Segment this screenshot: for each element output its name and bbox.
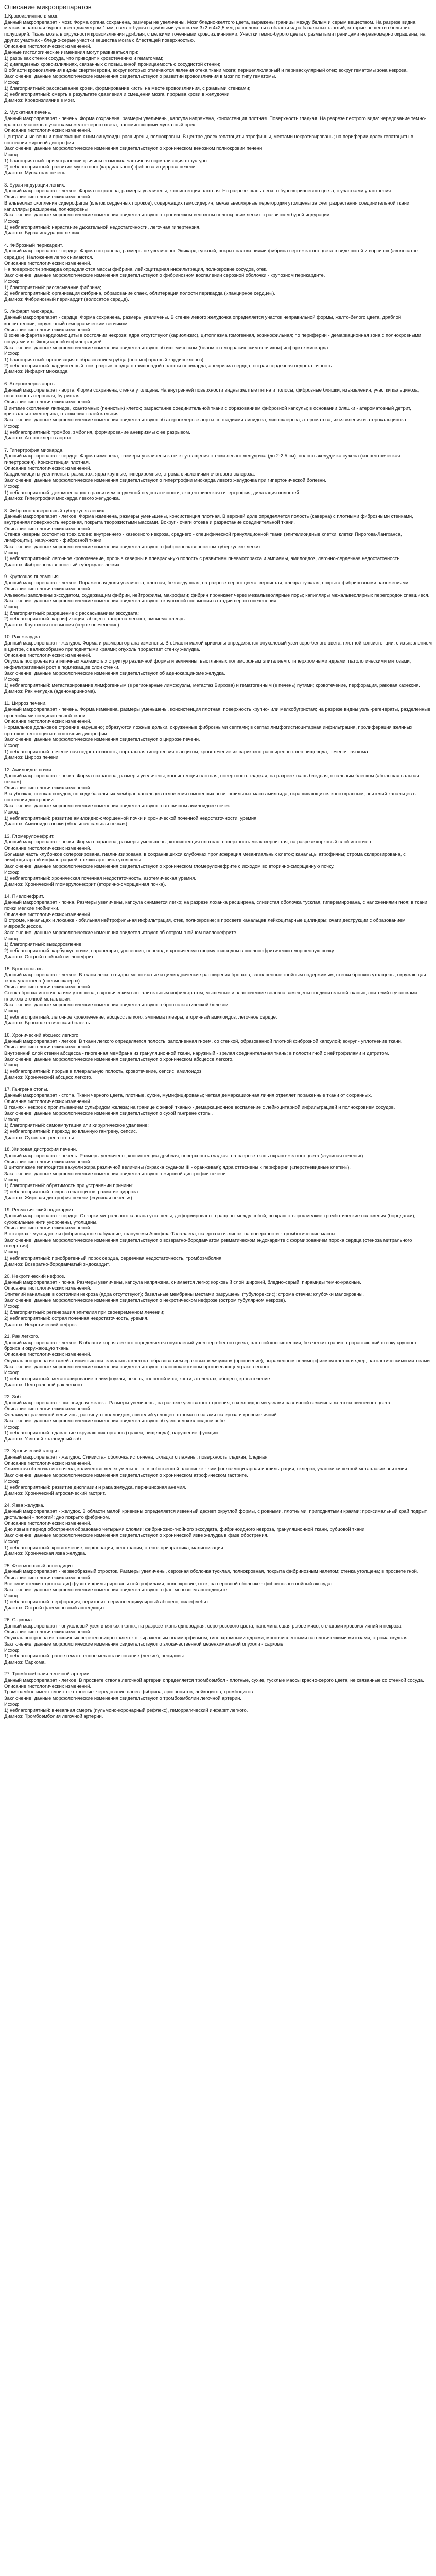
page-title: Описание микропрепаратов <box>4 3 92 11</box>
document-body: 1.Кровоизлияние в мозг. Данный макропрепарат - мозг. Форма органа сохранена, размеры не увеличены. Мозг бледно-желтого цвета, выражены границы между белым и серым веществом. На разрезе видна мелкая зональная бурого цвета диаметром 1 мм, светло-бурая с дряблыми участками 3х2 и 4х2,5 мм, расположены в области ядра базальных ганглий, которые вещество больших полушарий. Ткань мозга в окружности кровоизлияния дряблая, с мелкими точечными кровоизлияниями. Участки темно-бурого цвета с размытыми границами неравномерно окрашены, на других участках - бледно-серые участки вещества мозга с блестящей поверхностью. Описание гистологических изменений. Данные гистологические изменения могут развиваться при: 1) разрывах стенки сосуда, что приводит к кровотечению и гематомам; 2) диапедезных кровоизлияниях, связанных с повышенной проницаемостью сосудистой стенки; В области кровоизлияния видны свертки крови, вокруг которых отмечаются явления отека ткани мозга; перицеллюлярный и периваскулярный отек; вокруг гематомы зона некроза. Заключение: данные морфологические изменения свидетельствуют о развитии кровоизлияния в мозг по типу гематомы. Исход: 1) благоприятный: рассасывание крови, формирование кисты на месте кровоизлияния, с ржавыми стенками; 2) неблагоприятный: смерть в результате сдавления и смещения мозга, прорыва крови в желудочки. Диагноз: Кровоизлияние в мозг. 2. Мускатная печень. Данный макропрепарат - печень. Форма сохранена, размеры увеличены, капсула напряжена, консистенция плотная. Поверхность гладкая. На разрезе пестрого вида: чередование темно-красных участков с участками желто-серого цвета, напоминающими мускатный орех. Описание гистологических изменений. Центральные вены и прилежащие к ним синусоиды расширены, полнокровны. В центре долек гепатоциты атрофичны, местами некротизированы; на периферии долек гепатоциты в состоянии жировой дистрофии. Заключение: данные морфологические изменения свидетельствуют о хроническом венозном полнокровии печени. Исход: 1) благоприятный: при устранении причины возможна частичная нормализация структуры; 2) неблагоприятный: развитие мускатного (кардиального) фиброза и цирроза печени. Диагноз: Мускатная печень. 3. Бурая индурация легких. Данный макропрепарат - легкое. Форма сохранена, размеры увеличены, консистенция плотная. На разрезе ткань легкого буро-коричневого цвета, с участками уплотнения. Описание гистологических изменений. В альвеолах скопления сидерофагов (клеток сердечных пороков), содержащих гемосидерин; межальвеолярные перегородки утолщены за счет разрастания соединительной ткани; капилляры расширены, полнокровны. Заключение: данные морфологические изменения свидетельствуют о хроническом венозном полнокровии легких с развитием бурой индурации. Исход: 1) неблагоприятный: нарастание дыхательной недостаточности, легочная гипертензия. Диагноз: Бурая индурация легких. 4. Фиброзный перикардит. Данный макропрепарат - сердце. Форма сохранена, размеры не увеличены. Эпикард тусклый, покрыт наложениями фибрина серо-желтого цвета в виде нитей и ворсинок («волосатое сердце»). Наложения легко снимаются. Описание гистологических изменений. На поверхности эпикарда определяются массы фибрина, лейкоцитарная инфильтрация, полнокровие сосудов, отек. Заключение: данные морфологические изменения свидетельствуют о фибринозном воспалении серозной оболочки - крупозном перикардите. Исход: 1) благоприятный: рассасывание фибрина; 2) неблагоприятный: организация фибрина, образование спаек, облитерация полости перикарда («панцирное сердце»). Диагноз: Фибринозный перикардит (волосатое сердце). 5. Инфаркт миокарда. Данный макропрепарат - сердце. Форма сохранена, размеры увеличены. В стенке левого желудочка определяется участок неправильной формы, желто-белого цвета, дряблой консистенции, окруженный геморрагическим венчиком. Описание гистологических изменений. В зоне инфаркта кардиомиоциты в состоянии некроза: ядра отсутствуют (кариолизис), цитоплазма гомогенная, эозинофильная; по периферии - демаркационная зона с полнокровными сосудами и лейкоцитарной инфильтрацией. Заключение: данные морфологические изменения свидетельствуют об ишемическом (белом с геморрагическим венчиком) инфаркте миокарда. Исход: 1) благоприятный: организация с образованием рубца (постинфарктный кардиосклероз); 2) неблагоприятный: кардиогенный шок, разрыв сердца с тампонадой полости перикарда, аневризма сердца, острая сердечная недостаточность. Диагноз: Инфаркт миокарда. 6. Атеросклероз аорты. Данный макропрепарат - аорта. Форма сохранена, стенка утолщена. На внутренней поверхности видны желтые пятна и полосы, фиброзные бляшки, изъязвления, участки кальциноза; поверхность неровная, бугристая. Описание гистологических изменений. В интиме скопления липидов, ксантомных (пенистых) клеток; разрастание соединительной ткани с образованием фиброзной капсулы; в основании бляшки - атероматозный детрит, кристаллы холестерина, отложения солей кальция. Заключение: данные морфологические изменения свидетельствуют об атеросклерозе аорты со стадиями липидоза, липосклероза, атероматоза, изъязвления и атерокальциноза. Исход: 1) неблагоприятный: тромбоз, эмболия, формирование аневризмы с ее разрывом. Диагноз: Атеросклероз аорты. 7. Гипертрофия миокарда. Данный макропрепарат - сердце. Форма изменена, размеры увеличены за счет утолщения стенки левого желудочка (до 2-2,5 см), полость желудочка сужена (концентрическая гипертрофия). Консистенция плотная. Описание гистологических изменений. Кардиомиоциты увеличены в размерах, ядра крупные, гиперхромные; строма с явлениями очагового склероза. Заключение: данные морфологические изменения свидетельствуют о гипертрофии миокарда левого желудочка при гипертонической болезни. Исход: 1) неблагоприятный: декомпенсация с развитием сердечной недостаточности, эксцентрическая гипертрофия, дилатация полостей. Диагноз: Гипертрофия миокарда левого желудочка. 8. Фиброзно-кавернозный туберкулез легких. Данный макропрепарат - легкое. Форма изменена, размеры уменьшены, консистенция плотная. В верхней доле определяется полость (каверна) с плотными фиброзными стенками, внутренняя поверхность неровная, покрыта творожистыми массами. Вокруг - очаги отсева и разрастание соединительной ткани. Описание гистологических изменений. Стенка каверны состоит из трех слоев: внутреннего - казеозного некроза, среднего - специфической грануляционной ткани (эпителиоидные клетки, клетки Пирогова-Лангханса, лимфоциты), наружного - фиброзной ткани. Заключение: данные морфологические изменения свидетельствуют о фиброзно-кавернозном туберкулезе легких. Исход: 1) неблагоприятный: легочное кровотечение, прорыв каверны в плевральную полость с развитием пневмоторакса и эмпиемы, амилоидоз, легочно-сердечная недостаточность. Диагноз: Фиброзно-кавернозный туберкулез легких. 9. Крупозная пневмония. Данный макропрепарат - легкое. Пораженная доля увеличена, плотная, безвоздушная, на разрезе серого цвета, зернистая; плевра тусклая, покрыта фибринозными наложениями. Описание гистологических изменений. Альвеолы заполнены экссудатом, содержащим фибрин, нейтрофилы, макрофаги; фибрин проникает через межальвеолярные поры; капилляры межальвеолярных перегородок спавшиеся. Заключение: данные морфологические изменения свидетельствуют о крупозной пневмонии в стадии серого опеченения. Исход: 1) благоприятный: разрешение с рассасыванием экссудата; 2) неблагоприятный: карнификация, абсцесс, гангрена легкого, эмпиема плевры. Диагноз: Крупозная пневмония (серое опеченение). 10. Рак желудка. Данный макропрепарат - желудок. Форма и размеры органа изменены. В области малой кривизны определяется опухолевый узел серо-белого цвета, плотной консистенции, с изъязвлением в центре, с валикообразно приподнятыми краями; опухоль прорастает стенку желудка. Описание гистологических изменений. Опухоль построена из атипичных железистых структур различной формы и величины, выстланных полиморфным эпителием с гиперхромными ядрами, патологическими митозами; инфильтративный рост в подлежащие слои стенки. Заключение: данные морфологические изменения свидетельствуют об аденокарциноме желудка. Исход: 1) неблагоприятный: метастазирование лимфогенным (в регионарные лимфоузлы, метастаз Вирхова) и гематогенным (в печень) путями; кровотечение, перфорация, раковая кахексия. Диагноз: Рак желудка (аденокарцинома). 11. Цирроз печени. Данный макропрепарат - печень. Форма изменена, размеры уменьшены, консистенция плотная; поверхность крупно- или мелкобугристая; на разрезе видны узлы-регенераты, разделенные прослойками соединительной ткани. Описание гистологических изменений. Нормальное дольковое строение нарушено; образуются ложные дольки, окруженные фиброзными септами; в септах лимфогистиоцитарная инфильтрация, пролиферация желчных протоков; гепатоциты в состоянии дистрофии. Заключение: данные морфологические изменения свидетельствуют о циррозе печени. Исход: 1) неблагоприятный: печеночная недостаточность, портальная гипертензия с асцитом, кровотечение из варикозно расширенных вен пищевода, печеночная кома. Диагноз: Цирроз печени. 12. Амилоидоз почки. Данный макропрепарат - почка. Форма сохранена, размеры увеличены, консистенция плотная; поверхность гладкая; на разрезе ткань бледная, с сальным блеском («большая сальная почка»). Описание гистологических изменений. В клубочках, стенках сосудов, по ходу базальных мембран канальцев отложения гомогенных эозинофильных масс амилоида, окрашивающихся конго красным; эпителий канальцев в состоянии дистрофии. Заключение: данные морфологические изменения свидетельствуют о вторичном амилоидозе почек. Исход: 1) неблагоприятный: развитие амилоидно-сморщенной почки и хронической почечной недостаточности, уремия. Диагноз: Амилоидоз почки («большая сальная почка»). 13. Гломерулонефрит. Данный макропрепарат - почки. Форма сохранена, размеры уменьшены, консистенция плотная, поверхность мелкозернистая; на разрезе корковый слой истончен. Описание гистологических изменений. Большая часть клубочков склерозирована, гиалинизирована; в сохранившихся клубочках пролиферация мезангиальных клеток; канальцы атрофичны; строма склерозирована, с лимфоцитарной инфильтрацией; стенки артериол утолщены. Заключение: данные морфологические изменения свидетельствуют о хроническом гломерулонефрите с исходом во вторично-сморщенную почку. Исход: 1) неблагоприятный: хроническая почечная недостаточность, азотемическая уремия. Диагноз: Хронический гломерулонефрит (вторично-сморщенная почка). 14. Пиелонефрит. Данный макропрепарат - почка. Размеры увеличены, капсула снимается легко; на разрезе лоханка расширена, слизистая оболочка тусклая, гиперемирована, с наложениями гноя; в ткани почки мелкие гнойнички. Описание гистологических изменений. В строме, канальцах и лоханке - обильная нейтрофильная инфильтрация, отек, полнокровие; в просвете канальцев лейкоцитарные цилиндры; очаги деструкции с образованием микроабсцессов. Заключение: данные морфологические изменения свидетельствуют об остром гнойном пиелонефрите. Исход: 1) благоприятный: выздоровление; 2) неблагоприятный: карбункул почки, паранефрит, уросепсис, переход в хроническую форму с исходом в пиелонефритически сморщенную почку. Диагноз: Острый гнойный пиелонефрит. 15. Бронхоэктазы. Данный макропрепарат - легкое. В ткани легкого видны мешотчатые и цилиндрические расширения бронхов, заполненные гнойным содержимым; стенки бронхов утолщены; окружающая ткань уплотнена (пневмосклероз). Описание гистологических изменений. Стенка бронха истончена или утолщена, с хроническим воспалительным инфильтратом; мышечные и эластические волокна замещены соединительной тканью; эпителий с участками плоскоклеточной метаплазии. Заключение: данные морфологические изменения свидетельствуют о бронхоэктатической болезни. Исход: 1) неблагоприятный: легочное кровотечение, абсцесс легкого, эмпиема плевры, вторичный амилоидоз, легочное сердце. Диагноз: Бронхоэктатическая болезнь. 16. Хронический абсцесс легкого. Данный макропрепарат - легкое. В ткани легкого определяется полость, заполненная гноем, со стенкой, образованной плотной фиброзной капсулой; вокруг - уплотнение ткани. Описание гистологических изменений. Внутренний слой стенки абсцесса - пиогенная мембрана из грануляционной ткани, наружный - зрелая соединительная ткань; в полости гной с нейтрофилами и детритом. Заключение: данные морфологические изменения свидетельствуют о хроническом абсцессе легкого. Исход: 1) неблагоприятный: прорыв в плевральную полость, кровотечение, сепсис, амилоидоз. Диагноз: Хронический абсцесс легкого. 17. Гангрена стопы. Данный макропрепарат - стопа. Ткани черного цвета, плотные, сухие, мумифицированы; четкая демаркационная линия отделяет пораженные ткани от сохранных. Описание гистологических изменений. В тканях - некроз с пропитыванием сульфидом железа; на границе с живой тканью - демаркационное воспаление с лейкоцитарной инфильтрацией и полнокровием сосудов. Заключение: данные морфологические изменения свидетельствуют о сухой гангрене стопы. Исход: 1) благоприятный: самоампутация или хирургическое удаление; 2) неблагоприятный: переход во влажную гангрену, сепсис. Диагноз: Сухая гангрена стопы. 18. Жировая дистрофия печени. Данный макропрепарат - печень. Размеры увеличены, консистенция дряблая, поверхность гладкая; на разрезе ткань охряно-желтого цвета («гусиная печень»). Описание гистологических изменений. В цитоплазме гепатоцитов вакуоли жира различной величины (окраска суданом III - оранжевая); ядра оттеснены к периферии («перстневидные клетки»). Заключение: данные морфологические изменения свидетельствуют о жировой дистрофии печени. Исход: 1) благоприятный: обратимость при устранении причины; 2) неблагоприятный: некроз гепатоцитов, развитие цирроза. Диагноз: Жировая дистрофия печени («гусиная печень»). 19. Ревматический эндокардит. Данный макропрепарат - сердце. Створки митрального клапана утолщены, деформированы, сращены между собой; по краю створок мелкие тромботические наложения (бородавки); сухожильные нити укорочены, утолщены. Описание гистологических изменений. В створках - мукоидное и фибриноидное набухание, гранулемы Ашоффа-Талалаева; склероз и гиалиноз; на поверхности - тромботические массы. Заключение: данные морфологические изменения свидетельствуют о возвратно-бородавчатом ревматическом эндокардите с формированием порока сердца (стеноза митрального отверстия). Исход: 1) неблагоприятный: приобретенный порок сердца, сердечная недостаточность, тромбоэмболия. Диагноз: Возвратно-бородавчатый эндокардит. 20. Некротический нефроз. Данный макропрепарат - почка. Размеры увеличены, капсула напряжена, снимается легко; корковый слой широкий, бледно-серый, пирамиды темно-красные. Описание гистологических изменений. Эпителий канальцев в состоянии некроза (ядра отсутствуют); базальные мембраны местами разрушены (тубулорексис); строма отечна; клубочки малокровны. Заключение: данные морфологические изменения свидетельствуют о некротическом нефрозе (остром тубулярном некрозе). Исход: 1) благоприятный: регенерация эпителия при своевременном лечении; 2) неблагоприятный: острая почечная недостаточность, уремия. Диагноз: Некротический нефроз. 21. Рак легкого. Данный макропрепарат - легкое. В области корня легкого определяется опухолевый узел серо-белого цвета, плотной консистенции, без четких границ, прорастающий стенку крупного бронха и окружающую ткань. Описание гистологических изменений. Опухоль построена из тяжей атипичных эпителиальных клеток с образованием «раковых жемчужин» (ороговение), выраженным полиморфизмом клеток и ядер, патологическими митозами. Заключение: данные морфологические изменения свидетельствуют о плоскоклеточном ороговевающем раке легкого. Исход: 1) неблагоприятный: метастазирование в лимфоузлы, печень, головной мозг, кости; ателектаз, абсцесс, кровотечение. Диагноз: Центральный рак легкого. 22. Зоб. Данный макропрепарат - щитовидная железа. Размеры увеличены, на разрезе узловатого строения, с коллоидными узлами различной величины желто-коричневого цвета. Описание гистологических изменений. Фолликулы различной величины, растянуты коллоидом; эпителий уплощен; строма с очагами склероза и кровоизлияний. Заключение: данные морфологические изменения свидетельствуют об узловом коллоидном зобе. Исход: 1) неблагоприятный: сдавление окружающих органов (трахеи, пищевода), нарушение функции. Диагноз: Узловой коллоидный зоб. 23. Хронический гастрит. Данный макропрепарат - желудок. Слизистая оболочка истончена, складки сглажены, поверхность гладкая, бледная. Описание гистологических изменений. Слизистая оболочка истончена, количество желез уменьшено; в собственной пластинке - лимфоплазмоцитарная инфильтрация, склероз; участки кишечной метаплазии эпителия. Заключение: данные морфологические изменения свидетельствуют о хроническом атрофическом гастрите. Исход: 1) неблагоприятный: развитие дисплазии и рака желудка, пернициозная анемия. Диагноз: Хронический атрофический гастрит. 24. Язва желудка. Данный макропрепарат - желудок. В области малой кривизны определяется язвенный дефект округлой формы, с ровными, плотными, приподнятыми краями; проксимальный край подрыт, дистальный - пологий; дно покрыто фибрином. Описание гистологических изменений. Дно язвы в период обострения образовано четырьмя слоями: фибринозно-гнойного экссудата, фибриноидного некроза, грануляционной ткани, рубцовой ткани. Заключение: данные морфологические изменения свидетельствуют о хронической язве желудка в фазе обострения. Исход: 1) неблагоприятный: кровотечение, перфорация, пенетрация, стеноз привратника, малигнизация. Диагноз: Хроническая язва желудка. 25. Флегмонозный аппендицит. Данный макропрепарат - червеобразный отросток. Размеры увеличены, серозная оболочка тусклая, полнокровная, покрыта фибринозным налетом; стенка утолщена; в просвете гной. Описание гистологических изменений. Все слои стенки отростка диффузно инфильтрированы нейтрофилами; полнокровие, отек; на серозной оболочке - фибринозно-гнойный экссудат. Заключение: данные морфологические изменения свидетельствуют о флегмонозном аппендиците. Исход: 1) неблагоприятный: перфорация, перитонит, периаппендикулярный абсцесс, пилефлебит. Диагноз: Острый флегмонозный аппендицит. 26. Саркома. Данный макропрепарат - опухолевый узел в мягких тканях; на разрезе ткань однородная, серо-розового цвета, напоминающая рыбье мясо, с очагами кровоизлияний и некроза. Описание гистологических изменений. Опухоль построена из атипичных веретеновидных клеток с выраженным полиморфизмом, гиперхромными ядрами, многочисленными патологическими митозами; строма скудная. Заключение: данные морфологические изменения свидетельствуют о злокачественной мезенхимальной опухоли - саркоме. Исход: 1) неблагоприятный: ранее гематогенное метастазирование (легкие), рецидивы. Диагноз: Саркома. 27. Тромбоэмболия легочной артерии. Данный макропрепарат - легкое. В просвете ствола легочной артерии определяется тромбоэмбол - плотные, сухие, тусклые массы красно-серого цвета, не связанные со стенкой сосуда. Описание гистологических изменений. Тромбоэмбол имеет слоистое строение: чередование слоев фибрина, эритроцитов, лейкоцитов, тромбоцитов. Заключение: данные морфологические изменения свидетельствуют о тромбоэмболии легочной артерии. Исход: 1) неблагоприятный: внезапная смерть (пульмоно-коронарный рефлекс), геморрагический инфаркт легкого. Диагноз: Тромбоэмболия легочной артерии. <box>4 13 432 1719</box>
